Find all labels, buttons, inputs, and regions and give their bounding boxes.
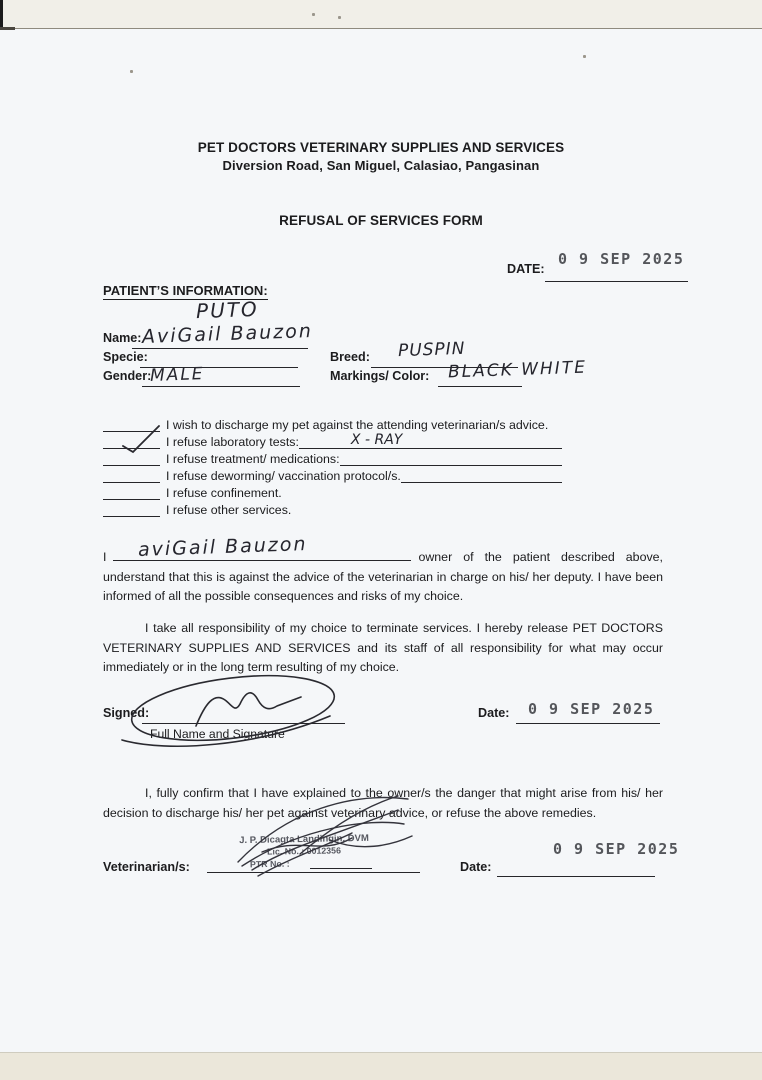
specie-label: Specie: <box>103 350 148 364</box>
check-line <box>103 435 160 449</box>
date-label: DATE: <box>507 262 545 276</box>
vet-date-line <box>497 876 655 877</box>
markings-line <box>438 386 522 387</box>
check-line <box>103 503 160 517</box>
name-label: Name: <box>103 331 142 345</box>
vet-stamp-name: J. P. Dicagta Landingin, DVM <box>239 832 369 847</box>
vet-date-label: Date: <box>460 860 492 874</box>
vet-stamp-ptr-label: PTR No. : <box>249 858 290 870</box>
scan-edge-mark <box>0 0 3 29</box>
name-line <box>132 348 308 349</box>
veterinarian-label: Veterinarian/s: <box>103 860 190 874</box>
ptr-line <box>310 868 372 869</box>
date-line <box>545 281 688 282</box>
scan-speckle <box>338 16 341 19</box>
owner-name-line <box>113 533 411 561</box>
owner-declaration <box>103 533 663 607</box>
refusal-value-line <box>340 452 562 466</box>
markings-label: Markings/ Color: <box>330 369 430 383</box>
check-line <box>103 469 160 483</box>
check-line <box>103 418 160 432</box>
scan-speckle <box>130 70 133 73</box>
date-stamp: 0 9 SEP 2025 <box>558 250 685 268</box>
clinic-name: PET DOCTORS VETERINARY SUPPLIES AND SERVICES <box>197 140 565 155</box>
refusal-value-line <box>299 432 562 449</box>
scan-bottom-band <box>0 1052 762 1080</box>
refusal-row <box>103 469 562 483</box>
refusal-option-label: I refuse other services. <box>166 503 292 517</box>
refusal-option-label: I refuse deworming/ vaccination protocol/s. <box>166 469 401 483</box>
refusal-row <box>103 432 562 449</box>
patient-section-title: PATIENT’S INFORMATION: <box>103 283 268 298</box>
signed-label: Signed: <box>103 706 150 720</box>
refusal-row <box>103 503 562 517</box>
refusal-option-label: I refuse treatment/ medications: <box>166 452 340 466</box>
responsibility-clause: I take all responsibility of my choice to terminate services. I hereby release PET DOCTORS VETERINARY SUPPLIES AND SERVICES and its staff of all responsibility for what may occur immediately or in the long term resulting of my choice. <box>103 621 663 674</box>
scan-speckle <box>583 55 586 58</box>
refusal-option-label: I refuse confinement. <box>166 486 282 500</box>
form-title: REFUSAL OF SERVICES FORM <box>279 213 483 228</box>
gender-value: MALE <box>149 364 205 386</box>
markings-value: BLACK WHITE <box>447 357 588 383</box>
refusal-option-label: I wish to discharge my pet against the attending veterinarian/s advice. <box>166 418 549 432</box>
check-line <box>103 452 160 466</box>
gender-line <box>142 386 300 387</box>
vet-confirmation-clause: I, fully confirm that I have explained to the owner/s the danger that might arise from his/ her decision to discharge his/ her pet against veterinary advice, or refuse the above remedies. <box>103 786 663 820</box>
owner-name-value: aviGail Bauzon <box>138 533 309 561</box>
refusal-row <box>103 452 562 466</box>
clinic-address: Diversion Road, San Miguel, Calasiao, Pangasinan <box>222 158 540 173</box>
signature-caption: Full Name and Signature <box>150 727 285 741</box>
signed-date-stamp: 0 9 SEP 2025 <box>528 700 655 718</box>
scan-speckle <box>312 13 315 16</box>
refusal-value-line <box>401 469 562 483</box>
scan-edge-mark <box>0 27 15 30</box>
breed-value: PUSPIN <box>397 338 466 362</box>
refusal-row <box>103 418 562 432</box>
pet-name-note: PUTO <box>195 296 260 324</box>
refusal-value: X - RAY <box>350 432 403 448</box>
gender-label: Gender: <box>103 369 152 383</box>
vet-date-stamp: 0 9 SEP 2025 <box>553 840 680 858</box>
refusal-option-label: I refuse laboratory tests: <box>166 435 299 449</box>
name-value: AviGail Bauzon <box>141 320 314 348</box>
check-line <box>103 486 160 500</box>
signed-date-line <box>516 723 660 724</box>
owner-declaration-text: owner of the patient described above, understand that this is against the advice of the veterinarian in charge on his/ her deputy. I have been informed of all the possible consequences and risks of my choice. <box>103 550 663 603</box>
signed-line <box>142 723 345 724</box>
signed-date-label: Date: <box>478 706 510 720</box>
refusal-row <box>103 486 562 500</box>
veterinarian-line <box>207 872 420 873</box>
breed-label: Breed: <box>330 350 370 364</box>
scan-top-band <box>0 0 762 29</box>
vet-stamp-license: Lic. No. : 0012356 <box>266 845 342 857</box>
owner-declaration-prefix: I <box>103 550 107 564</box>
